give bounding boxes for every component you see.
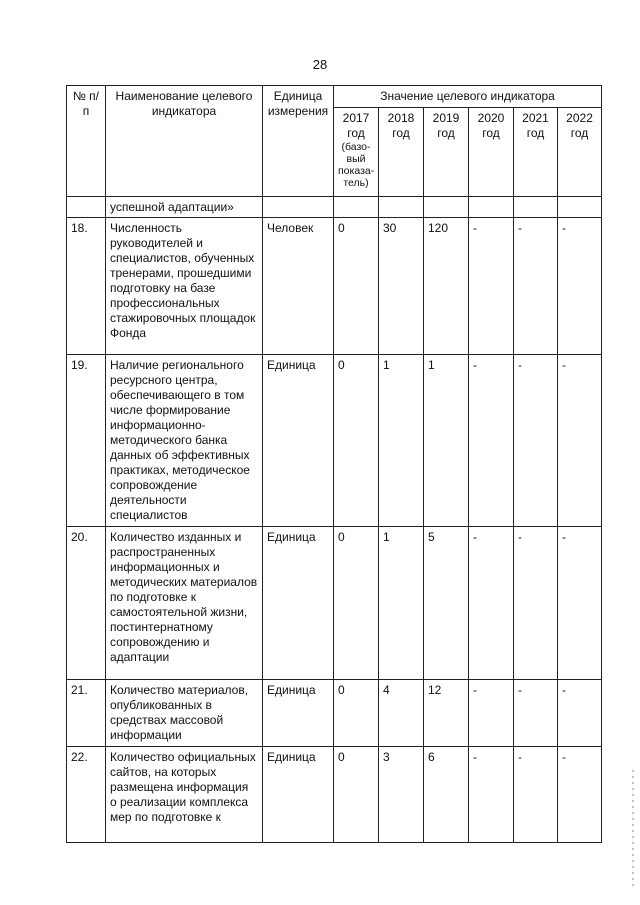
row-num: 19. — [67, 355, 106, 527]
header-year-2022: 2022 год — [558, 108, 602, 197]
row-unit: Единица — [263, 747, 334, 843]
row-name: успешной адаптации» — [106, 197, 263, 218]
header-year-2020: 2020 год — [469, 108, 514, 197]
row-value-2022: - — [558, 355, 602, 527]
row-name: Количество официальных сайтов, на которых размещена информация о реализации комплекса мер по подготовке к — [106, 747, 263, 843]
header-num: № п/п — [67, 86, 106, 197]
header-name: Наименование целевого индикатора — [106, 86, 263, 197]
row-value-2022 — [558, 197, 602, 218]
scan-edge-mark — [632, 770, 634, 890]
row-value-2018 — [379, 197, 424, 218]
row-unit: Единица — [263, 355, 334, 527]
row-value-2022: - — [558, 527, 602, 680]
row-value-2019: 120 — [424, 218, 469, 355]
row-value-2020: - — [469, 355, 514, 527]
row-num: 21. — [67, 680, 106, 747]
header-year-2018: 2018 год — [379, 108, 424, 197]
row-value-2017: 0 — [334, 680, 379, 747]
table-row — [67, 747, 602, 843]
row-value-2020: - — [469, 747, 514, 843]
row-value-2021: - — [514, 218, 558, 355]
row-value-2017: 0 — [334, 355, 379, 527]
header-unit: Единица измерения — [263, 86, 334, 197]
row-name: Количество изданных и распространенных информационных и методических материалов по подготовке к самостоятельной жизни, постинтернатному сопровождению и адаптации — [106, 527, 263, 680]
indicator-table — [66, 85, 602, 843]
header-year-2021: 2021 год — [514, 108, 558, 197]
row-unit: Единица — [263, 680, 334, 747]
row-num: 22. — [67, 747, 106, 843]
row-value-2020 — [469, 197, 514, 218]
row-value-2020: - — [469, 218, 514, 355]
row-value-2018: 3 — [379, 747, 424, 843]
row-value-2019: 6 — [424, 747, 469, 843]
row-unit: Единица — [263, 527, 334, 680]
row-value-2019: 5 — [424, 527, 469, 680]
table-row — [67, 527, 602, 680]
row-value-2020: - — [469, 680, 514, 747]
row-num: 20. — [67, 527, 106, 680]
row-value-2021 — [514, 197, 558, 218]
row-name: Численность руководителей и специалистов, обученных тренерами, прошедшими подготовку на базе профессиональных стажировочных площадок Фонда — [106, 218, 263, 355]
row-name: Наличие регионального ресурсного центра, обеспечивающего в том числе формирование информационно-методического банка данных об эффективных практиках, методическое сопровождение деятельности специалистов — [106, 355, 263, 527]
header-year-2017: 2017 год (базо-вый показа-тель) — [334, 108, 379, 197]
table-row — [67, 680, 602, 747]
row-value-2018: 4 — [379, 680, 424, 747]
row-value-2021: - — [514, 747, 558, 843]
row-unit: Человек — [263, 218, 334, 355]
table-row — [67, 197, 602, 218]
row-num — [67, 197, 106, 218]
table-row — [67, 218, 602, 355]
row-name: Количество материалов, опубликованных в средствах массовой информации — [106, 680, 263, 747]
table-row — [67, 355, 602, 527]
row-value-2019 — [424, 197, 469, 218]
row-value-2017: 0 — [334, 218, 379, 355]
row-num: 18. — [67, 218, 106, 355]
row-value-2021: - — [514, 527, 558, 680]
row-value-2019: 1 — [424, 355, 469, 527]
header-value-group: Значение целевого индикатора — [334, 86, 602, 108]
row-value-2018: 1 — [379, 527, 424, 680]
row-value-2021: - — [514, 355, 558, 527]
row-value-2017: 0 — [334, 747, 379, 843]
row-value-2018: 30 — [379, 218, 424, 355]
row-value-2020: - — [469, 527, 514, 680]
row-value-2017 — [334, 197, 379, 218]
header-year-2019: 2019 год — [424, 108, 469, 197]
row-unit — [263, 197, 334, 218]
row-value-2018: 1 — [379, 355, 424, 527]
row-value-2021: - — [514, 680, 558, 747]
row-value-2022: - — [558, 680, 602, 747]
row-value-2017: 0 — [334, 527, 379, 680]
page-number: 28 — [312, 57, 328, 72]
row-value-2019: 12 — [424, 680, 469, 747]
row-value-2022: - — [558, 747, 602, 843]
baseline-note: (базо-вый показа-тель) — [338, 141, 375, 189]
row-value-2022: - — [558, 218, 602, 355]
